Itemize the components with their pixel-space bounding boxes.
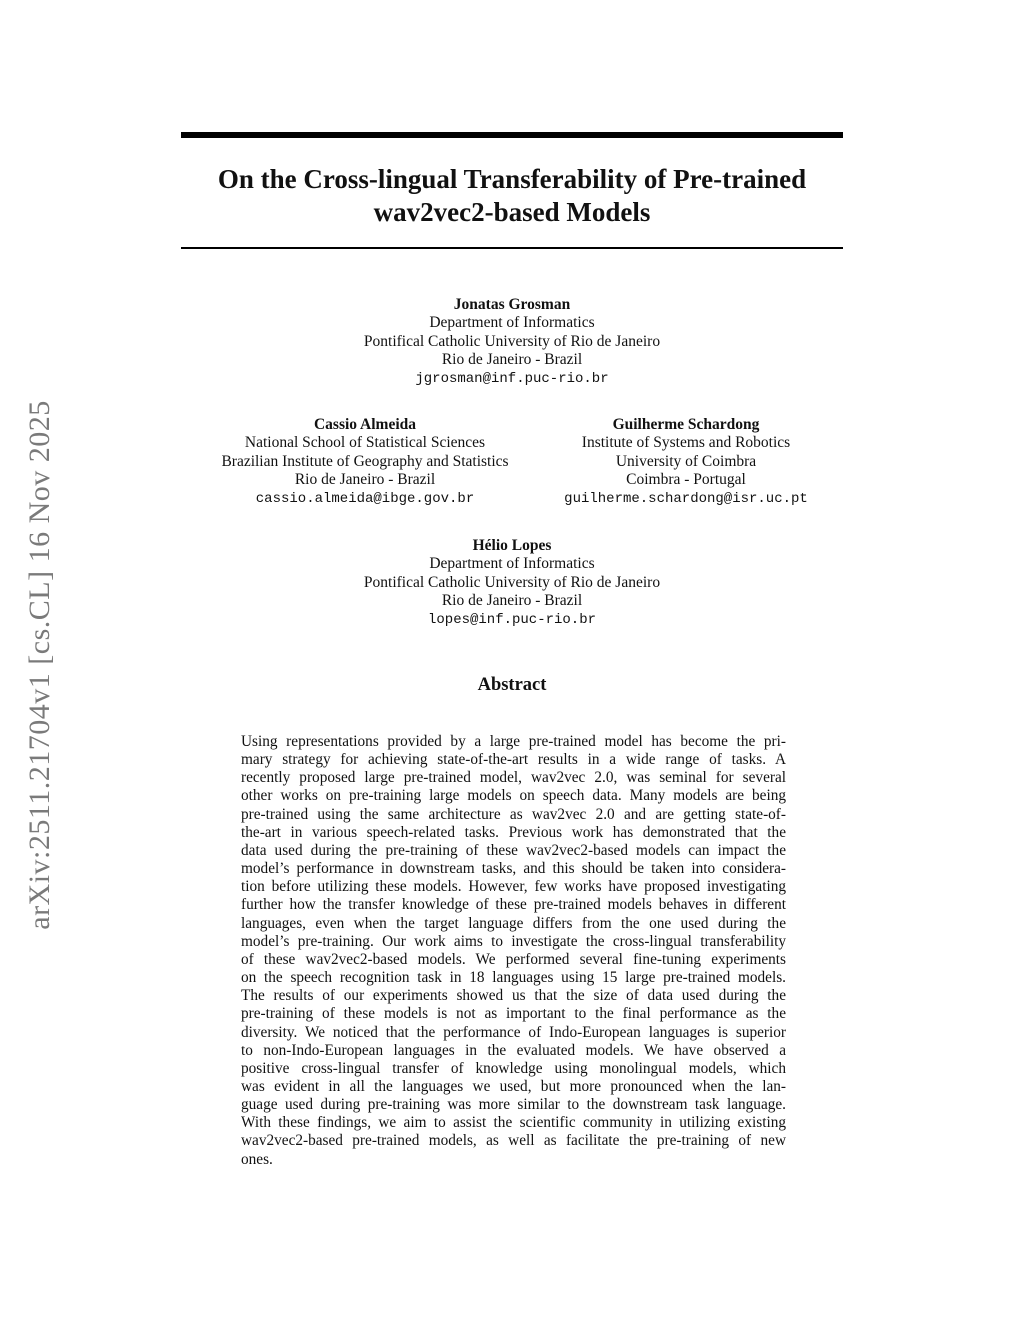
author-email: jgrosman@inf.puc-rio.br: [415, 370, 609, 387]
abstract-line: data used during the pre-training of these wav2vec2-based models can impact the: [241, 841, 786, 859]
author-name: Guilherme Schardong: [612, 416, 760, 433]
author-affiliation-line: Department of Informatics: [429, 555, 595, 573]
abstract-line: to non-Indo-European languages in the evaluated models. We have observed a: [241, 1041, 786, 1059]
author-affiliation-line: University of Coimbra: [615, 452, 757, 470]
abstract-line: wav2vec2-based pre-trained models, as well as facilitate the pre-training of new: [241, 1132, 786, 1150]
abstract-heading: Abstract: [477, 675, 547, 695]
abstract-line: guage used during pre-training was more similar to the downstream task language.: [241, 1096, 786, 1114]
abstract-line: was evident in all the languages we used, but more pronounced when the lan-: [241, 1077, 786, 1095]
author-block-grosman: [312, 296, 712, 388]
abstract-line: other works on pre-training large models on speech data. Many models are being: [241, 787, 786, 805]
abstract-line: positive cross-lingual transfer of knowledge using monolingual models, which: [241, 1059, 786, 1077]
arxiv-identifier-stamp: [10, 370, 70, 960]
title-top-rule: [181, 132, 843, 138]
author-name: Hélio Lopes: [472, 537, 552, 554]
author-email: cassio.almeida@ibge.gov.br: [255, 490, 475, 507]
author-affiliation-line: Coimbra - Portugal: [626, 471, 746, 489]
abstract-line: languages, even when the target language differs from the one used during the: [241, 914, 786, 932]
abstract-line: ones.: [241, 1150, 273, 1168]
abstract-line: mary strategy for achieving state-of-the-art results in a wide range of tasks. A: [241, 751, 786, 769]
abstract-line: pre-training of these models is not as important to the final performance as the: [241, 1005, 786, 1023]
author-affiliation-line: Pontifical Catholic University of Rio de Janeiro: [363, 332, 661, 350]
author-email: guilherme.schardong@isr.uc.pt: [564, 490, 808, 507]
abstract-line: further how the transfer knowledge of these pre-trained models behaves in different: [241, 896, 786, 914]
author-block-almeida: [190, 416, 540, 508]
abstract-line: of these wav2vec2-based models. We performed several fine-tuning experiments: [241, 950, 786, 968]
abstract-line: model’s performance in downstream tasks, and this should be taken into considera-: [241, 860, 786, 878]
arxiv-identifier-text: arXiv:2511.21704v1 [cs.CL] 16 Nov 2025: [23, 400, 56, 930]
author-affiliation-line: Rio de Janeiro - Brazil: [441, 351, 583, 369]
abstract-line: recently proposed large pre-trained model, wav2vec 2.0, was seminal for several: [241, 769, 786, 787]
title-bottom-rule: [181, 247, 843, 249]
author-name: Jonatas Grosman: [453, 296, 571, 313]
abstract-line: on the speech recognition task in 18 languages using 15 large pre-trained models.: [241, 969, 786, 987]
abstract-line: tion before utilizing these models. However, few works have proposed investigating: [241, 878, 786, 896]
author-affiliation-line: Pontifical Catholic University of Rio de Janeiro: [363, 573, 661, 591]
paper-title: [181, 163, 843, 229]
author-affiliation-line: National School of Statistical Sciences: [244, 434, 486, 452]
abstract-line: Using representations provided by a large pre-trained model has become the pri-: [241, 733, 786, 750]
author-affiliation-line: Brazilian Institute of Geography and Statistics: [221, 452, 509, 470]
abstract-line: The results of our experiments showed us that the size of data used during the: [241, 987, 786, 1005]
author-name: Cassio Almeida: [313, 416, 417, 433]
author-email: lopes@inf.puc-rio.br: [427, 611, 597, 628]
author-affiliation-line: Rio de Janeiro - Brazil: [294, 471, 436, 489]
author-affiliation-line: Rio de Janeiro - Brazil: [441, 592, 583, 610]
abstract-line: diversity. We noticed that the performance of Indo-European languages is superior: [241, 1023, 786, 1041]
author-affiliation-line: Institute of Systems and Robotics: [581, 434, 791, 452]
title-line: On the Cross-lingual Transferability of Pre-trained: [217, 164, 807, 194]
abstract-line: With these findings, we aim to assist the scientific community in utilizing existing: [241, 1114, 786, 1132]
author-affiliation-line: Department of Informatics: [429, 314, 595, 332]
abstract-line: the-art in various speech-related tasks. Previous work has demonstrated that the: [241, 823, 786, 841]
title-line: wav2vec2-based Models: [373, 197, 651, 227]
author-block-lopes: [312, 537, 712, 629]
abstract-body: [241, 733, 786, 1169]
author-block-schardong: [540, 416, 832, 508]
abstract-line: model’s pre-training. Our work aims to investigate the cross-lingual transferability: [241, 932, 786, 950]
abstract-line: pre-trained using the same architecture as wav2vec 2.0 and are getting state-of-: [241, 805, 786, 823]
